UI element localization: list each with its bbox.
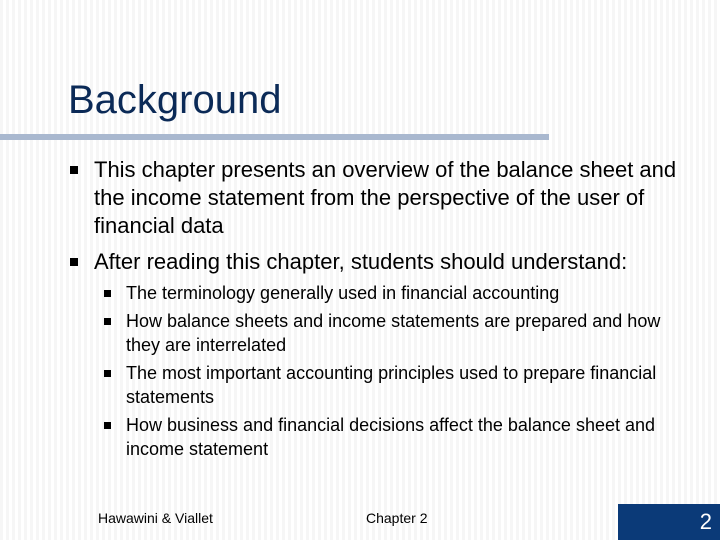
square-bullet-icon: [70, 166, 78, 174]
square-bullet-icon: [104, 318, 111, 325]
bullet-text: After reading this chapter, students should understand:: [94, 249, 628, 274]
sub-bullet-text: How business and financial decisions affect the balance sheet and income statement: [126, 415, 656, 459]
square-bullet-icon: [104, 370, 111, 377]
sub-bullet-item: [126, 309, 696, 357]
sub-bullet-text: How balance sheets and income statements are prepared and how they are interrelated: [126, 311, 661, 355]
sub-bullet-item: [126, 413, 696, 461]
footer-authors: Hawawini & Viallet: [98, 510, 213, 526]
square-bullet-icon: [70, 258, 78, 266]
footer-chapter: Chapter 2: [366, 510, 428, 526]
square-bullet-icon: [104, 422, 111, 429]
page-number-box: [618, 504, 720, 540]
sub-bullet-text: The terminology generally used in financial accounting: [126, 283, 560, 303]
bullet-item: [94, 248, 694, 276]
title-underline: [0, 134, 549, 140]
square-bullet-icon: [104, 290, 111, 297]
bullet-item: [94, 156, 694, 240]
sub-bullet-text: The most important accounting principles used to prepare financial statements: [126, 363, 657, 407]
slide-title: Background: [68, 78, 282, 122]
sub-bullet-item: [126, 361, 696, 409]
page-number: 2: [699, 509, 712, 534]
bullet-text: This chapter presents an overview of the balance sheet and the income statement from the perspective of the user of financial data: [94, 157, 677, 238]
sub-bullet-item: [126, 281, 696, 305]
